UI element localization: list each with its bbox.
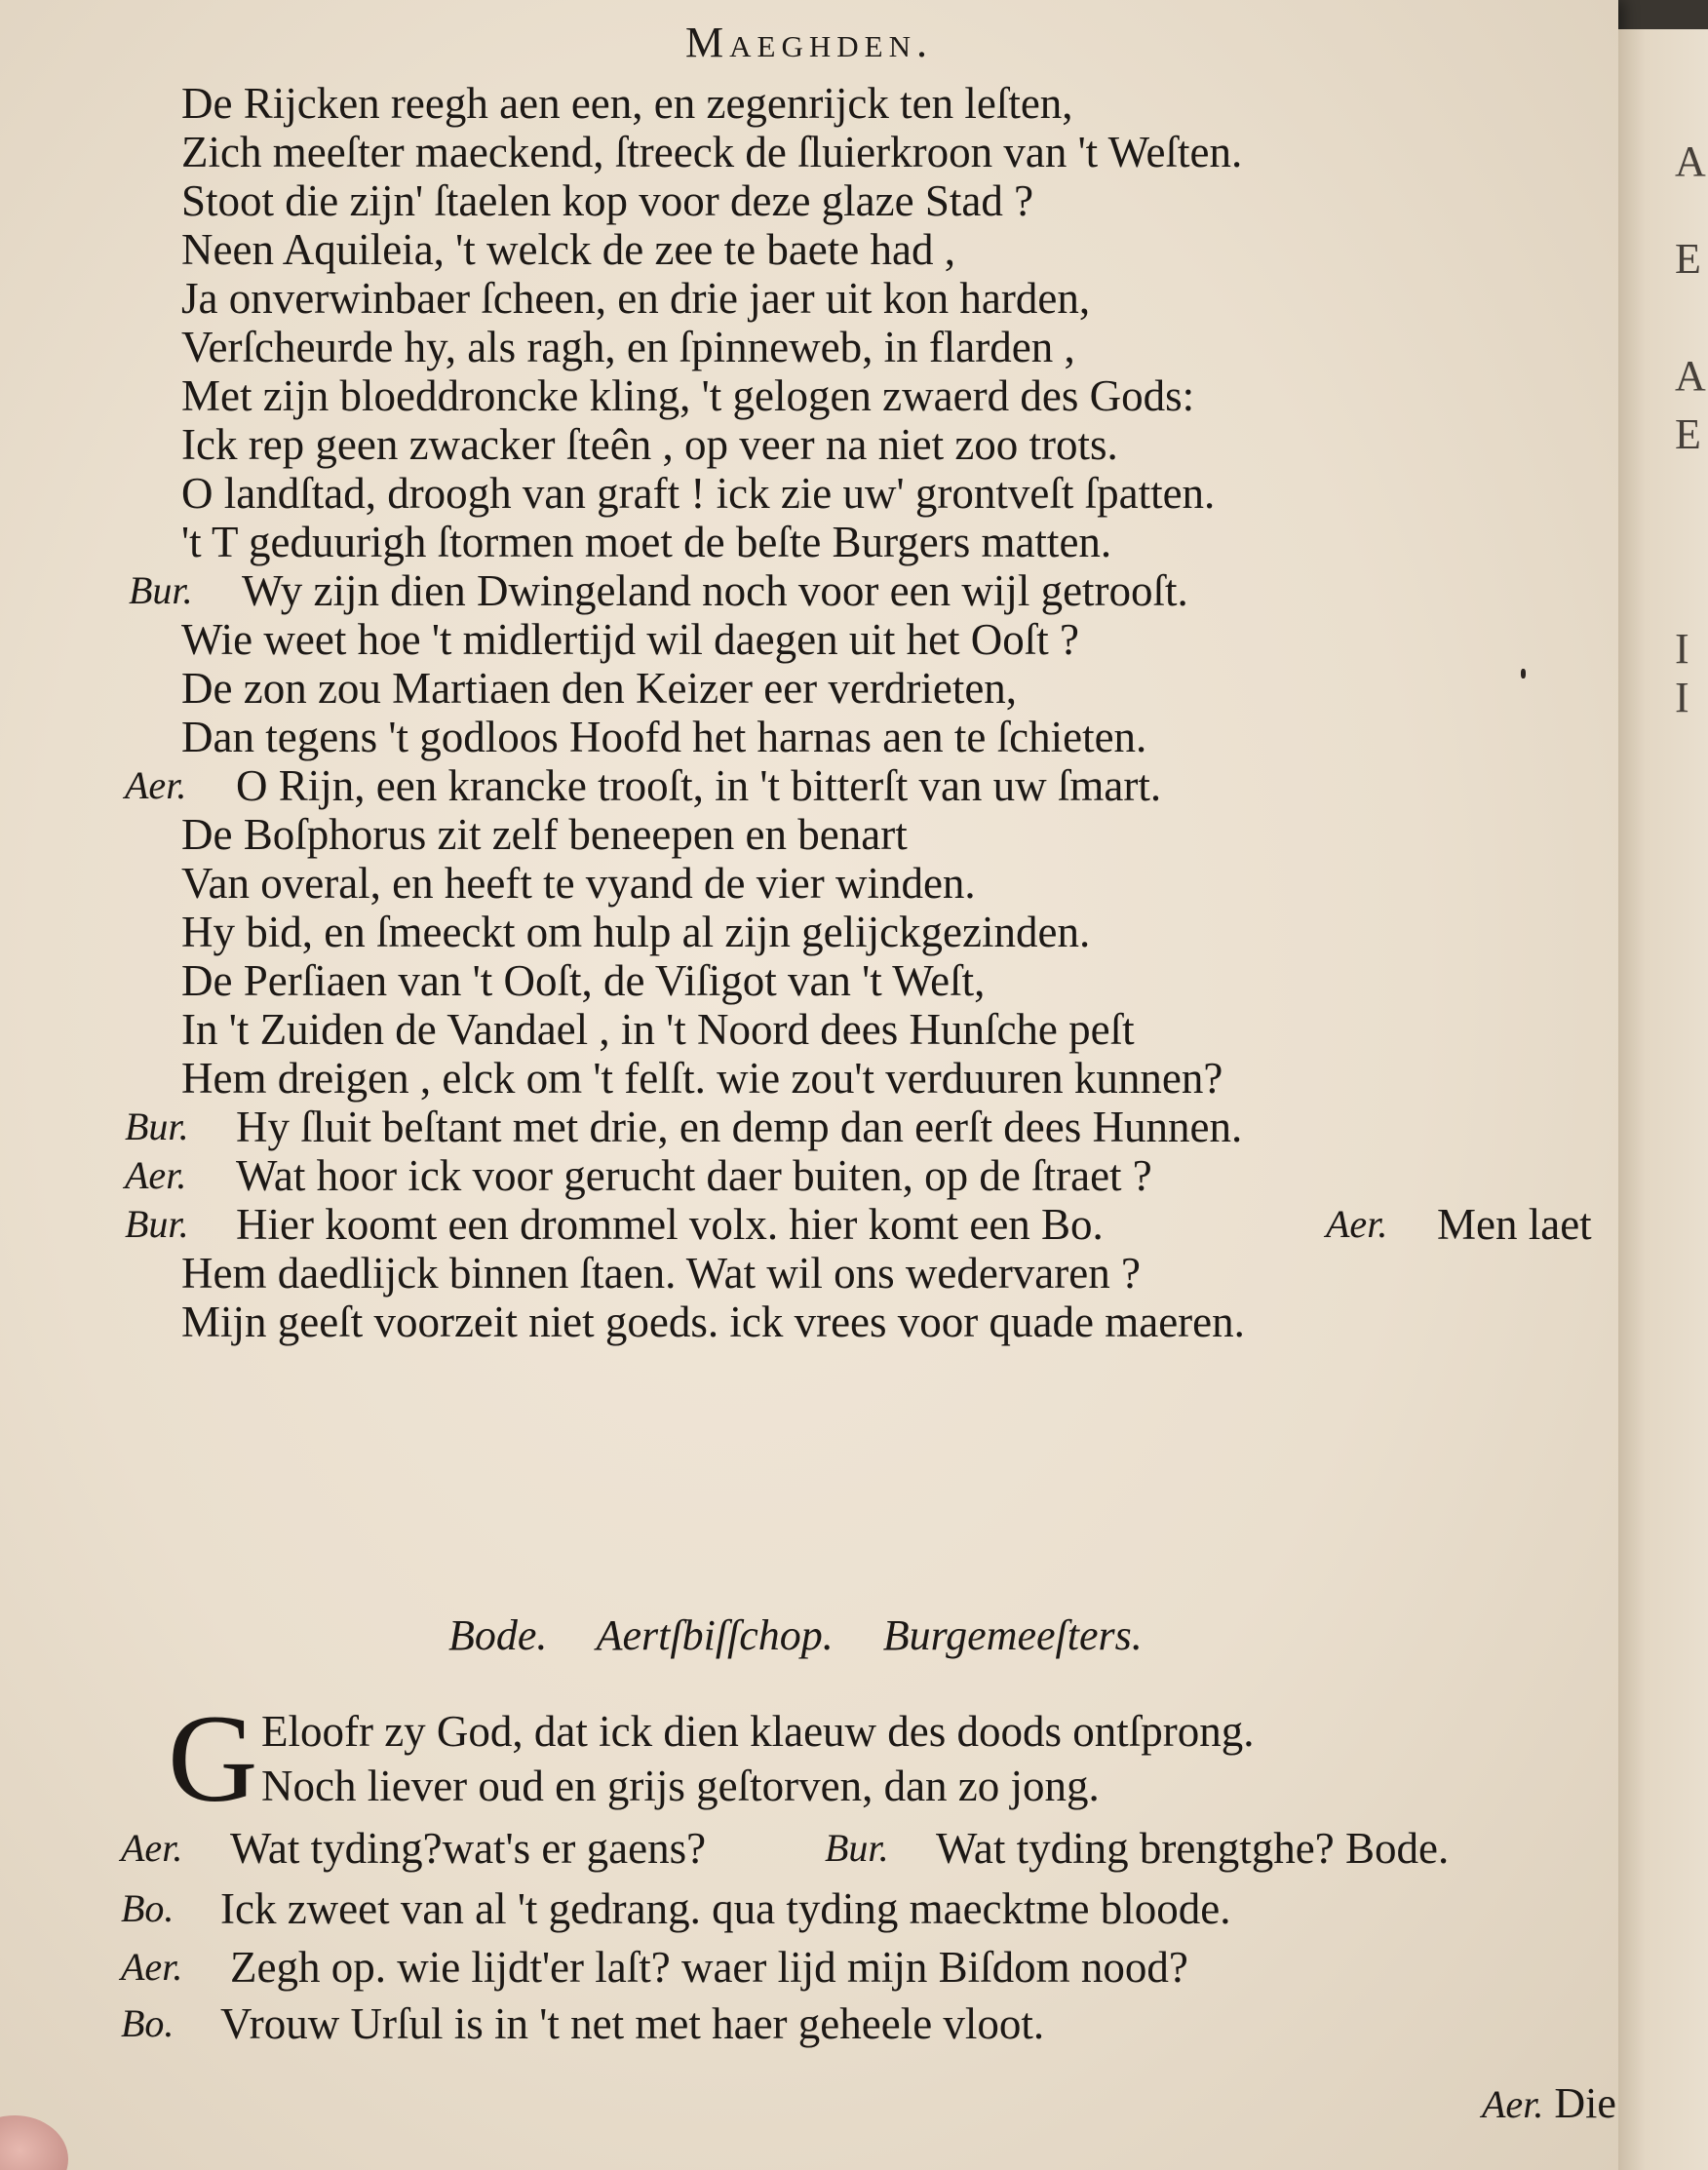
- verse-text: 't T geduurigh ſtormen moet de beſte Burgers matten.: [181, 518, 1112, 566]
- verse-text: De zon zou Martiaen den Keizer eer verdrieten,: [181, 664, 1018, 713]
- facing-page-glyph: I: [1675, 674, 1689, 721]
- finger-tip: [0, 2115, 68, 2170]
- verse-text: Hem daedlijck binnen ſtaen. Wat wil ons wedervaren ?: [181, 1249, 1141, 1298]
- verse-text: Hem dreigen , elck om 't felſt. wie zou't verduuren kunnen?: [181, 1054, 1223, 1103]
- speaker-label: Bo.: [121, 1886, 175, 1930]
- verse-text: De Boſphorus zit zelf beneepen en benart: [181, 810, 908, 859]
- speaker-label: Aer.: [121, 1826, 183, 1870]
- catchword-text: Die: [1554, 2079, 1616, 2127]
- verse-text: Neen Aquileia, 't welck de zee te baete had ,: [181, 225, 955, 274]
- stage-direction: Bode. Aertſbiſſchop. Burgemeeſters.: [448, 1611, 1143, 1659]
- speaker-label: Bo.: [121, 2001, 175, 2045]
- verse-text: Zegh op. wie lijdt'er laſt? waer lijd mijn Biſdom nood?: [230, 1943, 1188, 1992]
- verse-text: Men laet: [1437, 1200, 1592, 1249]
- verse-text: Ick zweet van al 't gedrang. qua tyding maecktme bloode.: [220, 1884, 1231, 1933]
- verse-text: Wat tyding?wat's er gaens?: [230, 1824, 707, 1873]
- verse-text: In 't Zuiden de Vandael , in 't Noord dees Hunſche peſt: [181, 1005, 1135, 1054]
- speaker-label: Bur.: [825, 1826, 889, 1870]
- verse-text: Verſcheurde hy, als ragh, en ſpinneweb, in flarden ,: [181, 323, 1075, 371]
- verse-text: Stoot die zijn' ſtaelen kop voor deze glaze Stad ?: [181, 176, 1034, 225]
- facing-page-glyph: E: [1675, 235, 1701, 283]
- facing-page-edge: [1618, 29, 1708, 2170]
- ink-speck: [1521, 669, 1526, 678]
- drop-cap: G: [168, 1689, 258, 1828]
- running-title: Maeghden.: [685, 19, 933, 66]
- facing-page-glyph: A: [1675, 137, 1706, 185]
- verse-text: Mijn geeſt voorzeit niet goeds. ick vrees voor quade maeren.: [181, 1298, 1245, 1346]
- verse-text: Zich meeſter maeckend, ſtreeck de ſluierkroon van 't Weſten.: [181, 128, 1243, 176]
- verse-text: De Rijcken reegh aen een, en zegenrijck ten leſten,: [181, 79, 1073, 128]
- verse-text: Noch liever oud en grijs geſtorven, dan zo jong.: [261, 1762, 1100, 1810]
- verse-text: Met zijn bloeddroncke kling, 't gelogen zwaerd des Gods:: [181, 371, 1195, 420]
- speaker-label: Aer.: [121, 1945, 183, 1989]
- verse-text: Hy ſluit beſtant met drie, en demp dan eerſt dees Hunnen.: [236, 1103, 1243, 1151]
- verse-text: Wat tyding brengtghe? Bode.: [936, 1824, 1450, 1873]
- verse-text: De Perſiaen van 't Ooſt, de Viſigot van 't Weſt,: [181, 956, 986, 1005]
- facing-page-glyph: A: [1675, 352, 1706, 400]
- speaker-label: Bur.: [125, 1104, 189, 1148]
- verse-text: Ja onverwinbaer ſcheen, en drie jaer uit kon harden,: [181, 274, 1091, 323]
- verse-text: Wat hoor ick voor gerucht daer buiten, op de ſtraet ?: [236, 1151, 1152, 1200]
- verse-text: Dan tegens 't godloos Hoofd het harnas aen te ſchieten.: [181, 713, 1147, 761]
- speaker-label: Bur.: [125, 1202, 189, 1246]
- catchword: [1482, 2078, 1616, 2128]
- verse-text: Ick rep geen zwacker ſteên , op veer na niet zoo trots.: [181, 420, 1118, 469]
- verse-text: Vrouw Urſul is in 't net met haer geheele vloot.: [220, 1999, 1045, 2048]
- verse-text: O Rijn, een krancke trooſt, in 't bitterſt van uw ſmart.: [236, 761, 1162, 810]
- speaker-label: Bur.: [129, 568, 193, 612]
- verse-text: Eloofr zy God, dat ick dien klaeuw des doods ontſprong.: [261, 1707, 1255, 1756]
- verse-text: Hy bid, en ſmeeckt om hulp al zijn gelijckgezinden.: [181, 908, 1091, 956]
- verse-text: Van overal, en heeft te vyand de vier winden.: [181, 859, 976, 908]
- verse-text: Wie weet hoe 't midlertijd wil daegen uit het Ooſt ?: [181, 615, 1080, 664]
- speaker-label: Aer.: [125, 763, 187, 807]
- speaker-label: Aer.: [1326, 1202, 1388, 1246]
- verse-text: O landſtad, droogh van graft ! ick zie uw' grontveſt ſpatten.: [181, 469, 1216, 518]
- facing-page-glyph: I: [1675, 625, 1689, 673]
- speaker-label: Aer.: [1482, 2082, 1544, 2126]
- facing-page-glyph: E: [1675, 410, 1701, 458]
- speaker-label: Aer.: [125, 1153, 187, 1197]
- verse-text: Wy zijn dien Dwingeland noch voor een wijl getrooſt.: [242, 566, 1188, 615]
- verse-text: Hier koomt een drommel volx. hier komt een Bo.: [236, 1200, 1104, 1249]
